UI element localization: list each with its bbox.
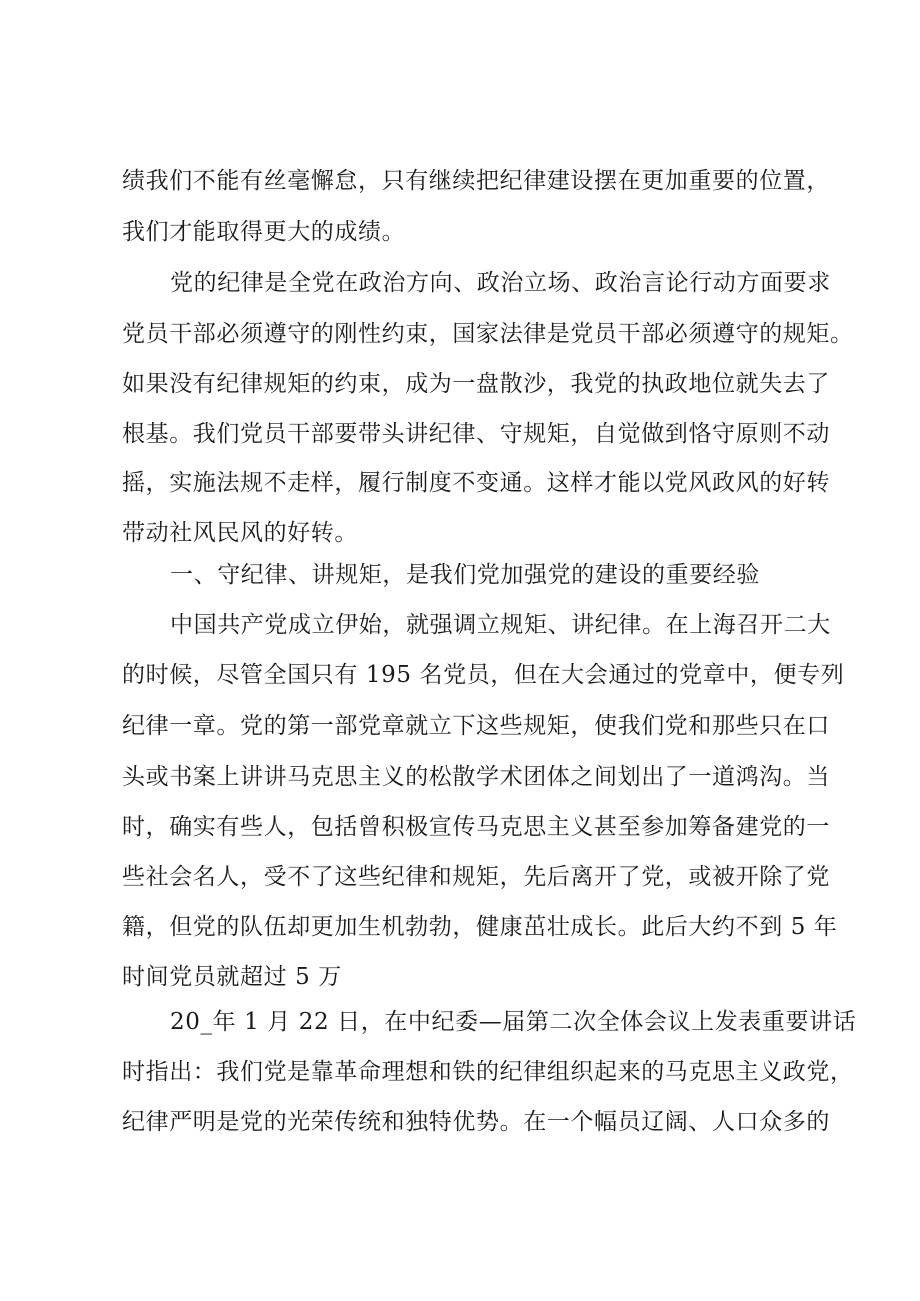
text-line: 我们才能取得更大的成绩。 bbox=[122, 219, 406, 245]
text-line: 时指出：我们党是靠革命理想和铁的纪律组织起来的马克思主义政党， bbox=[122, 1059, 854, 1085]
text-line: 籍，但党的队伍却更加生机勃勃，健康茁壮成长。此后大约不到 5 年 bbox=[122, 914, 838, 940]
text-line: 头或书案上讲讲马克思主义的松散学术团体之间划出了一道鸿沟。当 bbox=[122, 764, 830, 790]
text-line: 绩我们不能有丝毫懈怠，只有继续把纪律建设摆在更加重要的位置， bbox=[122, 168, 830, 194]
text-line: 带动社风民风的好转。 bbox=[122, 520, 358, 546]
text-line: 纪律严明是党的光荣传统和独特优势。在一个幅员辽阔、人口众多的 bbox=[122, 1109, 830, 1135]
text-line: 摇，实施法规不走样，履行制度不变通。这样才能以党风政风的好转 bbox=[122, 470, 830, 496]
text-line: 时间党员就超过 5 万 bbox=[122, 964, 342, 990]
paragraph-first-line: 党的纪律是全党在政治方向、政治立场、政治言论行动方面要求 bbox=[170, 270, 831, 296]
text-line: 纪律一章。党的第一部党章就立下这些规矩，使我们党和那些只在口 bbox=[122, 713, 830, 739]
text-line: 党员干部必须遵守的刚性约束，国家法律是党员干部必须遵守的规矩。 bbox=[122, 321, 854, 347]
text-line: 根基。我们党员干部要带头讲纪律、守规矩，自觉做到恪守原则不动 bbox=[122, 421, 830, 447]
paragraph-first-line: 20_年 1 月 22 日，在中纪委—届第二次全体会议上发表重要讲话 bbox=[170, 1009, 857, 1035]
section-heading: 一、守纪律、讲规矩，是我们党加强党的建设的重要经验 bbox=[170, 562, 760, 588]
text-line: 的时候，尽管全国只有 195 名党员，但在大会通过的党章中，便专列 bbox=[122, 662, 845, 688]
text-line: 时，确实有些人，包括曾积极宣传马克思主义甚至参加筹备建党的一 bbox=[122, 814, 830, 840]
text-line: 如果没有纪律规矩的约束，成为一盘散沙，我党的执政地位就失去了 bbox=[122, 371, 830, 397]
paragraph-first-line: 中国共产党成立伊始，就强调立规矩、讲纪律。在上海召开二大 bbox=[170, 612, 831, 638]
text-line: 些社会名人，受不了这些纪律和规矩，先后离开了党，或被开除了党 bbox=[122, 864, 830, 890]
